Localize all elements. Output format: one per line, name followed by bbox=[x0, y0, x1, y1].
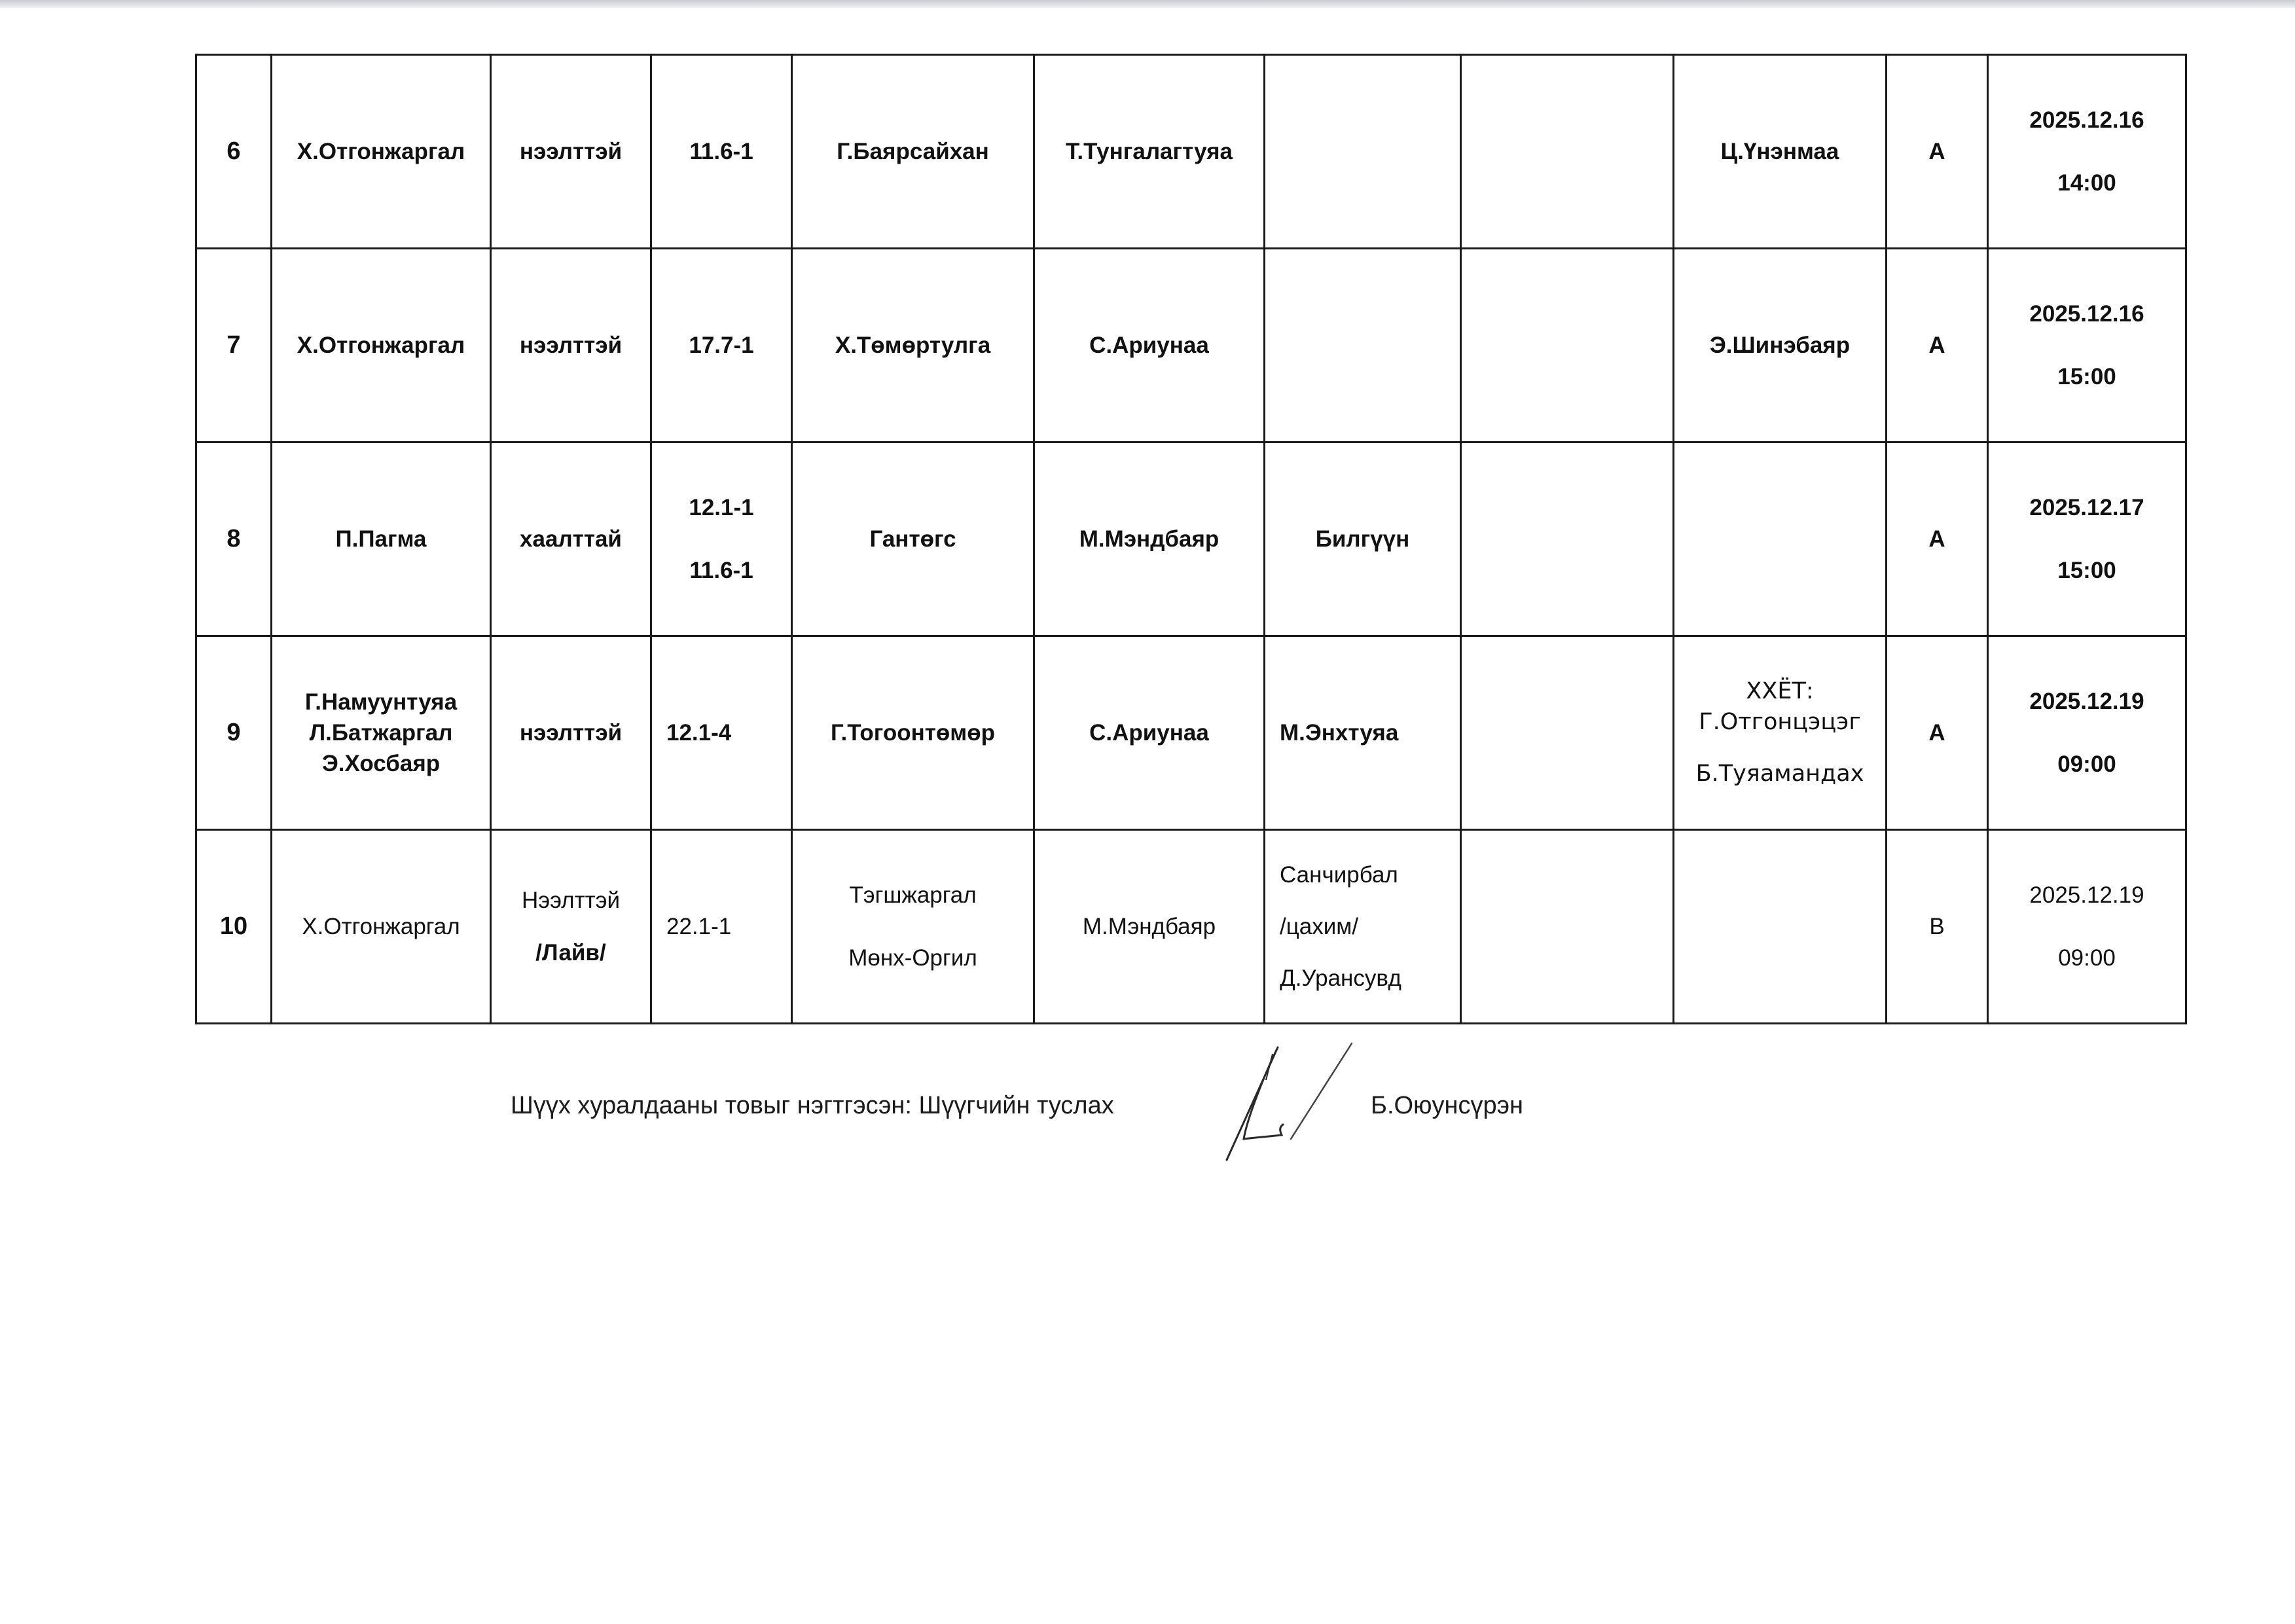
table-row bbox=[196, 830, 2186, 1024]
spacer bbox=[1994, 911, 2180, 943]
spacer bbox=[1280, 890, 1455, 911]
secretary-cell bbox=[1034, 55, 1265, 249]
row-number: 10 bbox=[196, 830, 272, 1024]
attorney-cell bbox=[1674, 636, 1887, 830]
hearing-type-cell bbox=[491, 55, 651, 249]
hearing-type: нээлттэй bbox=[519, 719, 623, 746]
secretary-name: С.Ариунаа bbox=[1089, 719, 1209, 746]
participant-note: /цахим/ bbox=[1280, 913, 1359, 939]
article: 12.1-1 bbox=[689, 495, 754, 521]
grade-cell: А bbox=[1887, 636, 1988, 830]
prosecutor-name: Тэгшжаргал bbox=[849, 882, 977, 909]
judge-name: Г.Намуунтуяа bbox=[304, 689, 458, 715]
prepared-by-text: Шүүх хуралдааны товыг нэгтгэсэн: Шүүгчийн туслах bbox=[511, 1092, 1114, 1119]
prosecutor-cell bbox=[792, 830, 1034, 1024]
article-cell bbox=[651, 249, 792, 442]
prosecutor-name: Г.Баярсайхан bbox=[837, 138, 989, 164]
judge-cell bbox=[272, 55, 491, 249]
empty-cell bbox=[1461, 249, 1674, 442]
spacer bbox=[497, 916, 645, 937]
hearing-time: 15:00 bbox=[2057, 557, 2116, 583]
table-row bbox=[196, 249, 2186, 442]
hearing-date: 2025.12.16 bbox=[2029, 107, 2144, 134]
attorney-name: Г.Отгонцэцэг bbox=[1699, 708, 1861, 735]
article-cell bbox=[651, 442, 792, 636]
participant-name: Д.Урансувд bbox=[1280, 965, 1401, 992]
attorney-cell bbox=[1674, 830, 1887, 1024]
empty-cell bbox=[1461, 442, 1674, 636]
datetime-cell bbox=[1988, 830, 2186, 1024]
prosecutor-name: Мөнх-Оргил bbox=[848, 945, 977, 971]
secretary-cell bbox=[1034, 830, 1265, 1024]
article: 17.7-1 bbox=[689, 332, 754, 358]
hearing-date: 2025.12.19 bbox=[2029, 882, 2144, 909]
row-number: 8 bbox=[196, 442, 272, 636]
hearing-type: Нээлттэй bbox=[521, 888, 621, 914]
article-cell bbox=[651, 636, 792, 830]
spacer bbox=[1994, 717, 2180, 749]
table-row bbox=[196, 55, 2186, 249]
hearing-format: /Лайв/ bbox=[535, 939, 606, 965]
spacer bbox=[1994, 524, 2180, 555]
prosecutor-name: Гантөгс bbox=[869, 526, 956, 552]
prosecutor-name: Г.Тогоонтөмөр bbox=[831, 719, 995, 746]
article: 11.6-1 bbox=[689, 557, 753, 583]
datetime-cell bbox=[1988, 55, 2186, 249]
row-number: 6 bbox=[196, 55, 272, 249]
hearing-date: 2025.12.17 bbox=[2029, 495, 2144, 521]
judge-name: П.Пагма bbox=[335, 526, 427, 552]
article: 12.1-4 bbox=[666, 719, 732, 746]
judge-cell bbox=[272, 442, 491, 636]
spacer bbox=[798, 911, 1028, 943]
table-row bbox=[196, 636, 2186, 830]
attorney-cell bbox=[1674, 442, 1887, 636]
datetime-cell bbox=[1988, 249, 2186, 442]
spacer bbox=[1994, 330, 2180, 361]
secretary-cell bbox=[1034, 636, 1265, 830]
hearing-type-cell bbox=[491, 249, 651, 442]
secretary-name: М.Мэндбаяр bbox=[1079, 526, 1220, 552]
hearing-type: нээлттэй bbox=[519, 138, 623, 164]
hearing-schedule-table bbox=[195, 54, 2187, 1024]
hearing-time: 15:00 bbox=[2057, 363, 2116, 389]
judge-name: Х.Отгонжаргал bbox=[302, 913, 460, 939]
prosecutor-name: Х.Төмөртулга bbox=[835, 332, 991, 358]
hearing-type-cell bbox=[491, 830, 651, 1024]
participant-cell bbox=[1265, 636, 1461, 830]
empty-cell bbox=[1461, 636, 1674, 830]
datetime-cell bbox=[1988, 636, 2186, 830]
row-number: 7 bbox=[196, 249, 272, 442]
article: 22.1-1 bbox=[666, 913, 732, 939]
article-cell bbox=[651, 830, 792, 1024]
participant-cell bbox=[1265, 830, 1461, 1024]
secretary-cell bbox=[1034, 442, 1265, 636]
judge-name: Х.Отгонжаргал bbox=[297, 332, 465, 358]
hearing-time: 14:00 bbox=[2057, 170, 2116, 196]
grade-cell: А bbox=[1887, 442, 1988, 636]
prosecutor-cell bbox=[792, 55, 1034, 249]
table-row bbox=[196, 442, 2186, 636]
grade-cell: А bbox=[1887, 249, 1988, 442]
secretary-cell bbox=[1034, 249, 1265, 442]
judge-cell bbox=[272, 636, 491, 830]
judge-name: Э.Хосбаяр bbox=[321, 751, 441, 777]
signature-image bbox=[1218, 1041, 1368, 1165]
hearing-date: 2025.12.16 bbox=[2029, 301, 2144, 327]
participant-cell bbox=[1265, 442, 1461, 636]
secretary-name: М.Мэндбаяр bbox=[1082, 913, 1216, 939]
spacer bbox=[1280, 942, 1455, 963]
hearing-type-cell bbox=[491, 636, 651, 830]
participant-name: Санчирбал bbox=[1280, 861, 1398, 888]
secretary-name: С.Ариунаа bbox=[1089, 332, 1209, 358]
hearing-date: 2025.12.19 bbox=[2029, 689, 2144, 715]
judge-cell bbox=[272, 830, 491, 1024]
spacer bbox=[1994, 136, 2180, 168]
attorney-name: Б.Туяамандах bbox=[1695, 761, 1864, 787]
hearing-type-cell bbox=[491, 442, 651, 636]
judge-name: Л.Батжаргал bbox=[309, 719, 453, 746]
hearing-time: 09:00 bbox=[2058, 945, 2116, 971]
judge-name: Х.Отгонжаргал bbox=[297, 138, 465, 164]
article: 11.6-1 bbox=[689, 138, 753, 164]
grade-cell: В bbox=[1887, 830, 1988, 1024]
prosecutor-cell bbox=[792, 636, 1034, 830]
article-cell bbox=[651, 55, 792, 249]
secretary-name: Т.Тунгалагтуяа bbox=[1065, 138, 1233, 164]
attorney-cell bbox=[1674, 249, 1887, 442]
grade-cell: А bbox=[1887, 55, 1988, 249]
judge-cell bbox=[272, 249, 491, 442]
spacer bbox=[1680, 738, 1880, 759]
attorney-cell bbox=[1674, 55, 1887, 249]
empty-cell bbox=[1461, 830, 1674, 1024]
datetime-cell bbox=[1988, 442, 2186, 636]
prosecutor-cell bbox=[792, 249, 1034, 442]
participant-cell bbox=[1265, 249, 1461, 442]
signer-name: Б.Оюунсүрэн bbox=[1371, 1092, 1524, 1119]
attorney-name: Ц.Үнэнмаа bbox=[1720, 138, 1839, 164]
empty-cell bbox=[1461, 55, 1674, 249]
participant-name: М.Энхтуяа bbox=[1280, 719, 1399, 746]
hearing-time: 09:00 bbox=[2057, 751, 2116, 777]
attorney-label: ХХЁТ: bbox=[1746, 677, 1814, 704]
row-number: 9 bbox=[196, 636, 272, 830]
prosecutor-cell bbox=[792, 442, 1034, 636]
participant-name: Билгүүн bbox=[1315, 526, 1410, 552]
participant-cell bbox=[1265, 55, 1461, 249]
spacer bbox=[657, 524, 786, 555]
attorney-name: Э.Шинэбаяр bbox=[1709, 332, 1851, 358]
hearing-type: нээлттэй bbox=[519, 332, 623, 358]
hearing-type: хаалттай bbox=[520, 526, 622, 552]
scan-edge bbox=[0, 0, 2295, 8]
